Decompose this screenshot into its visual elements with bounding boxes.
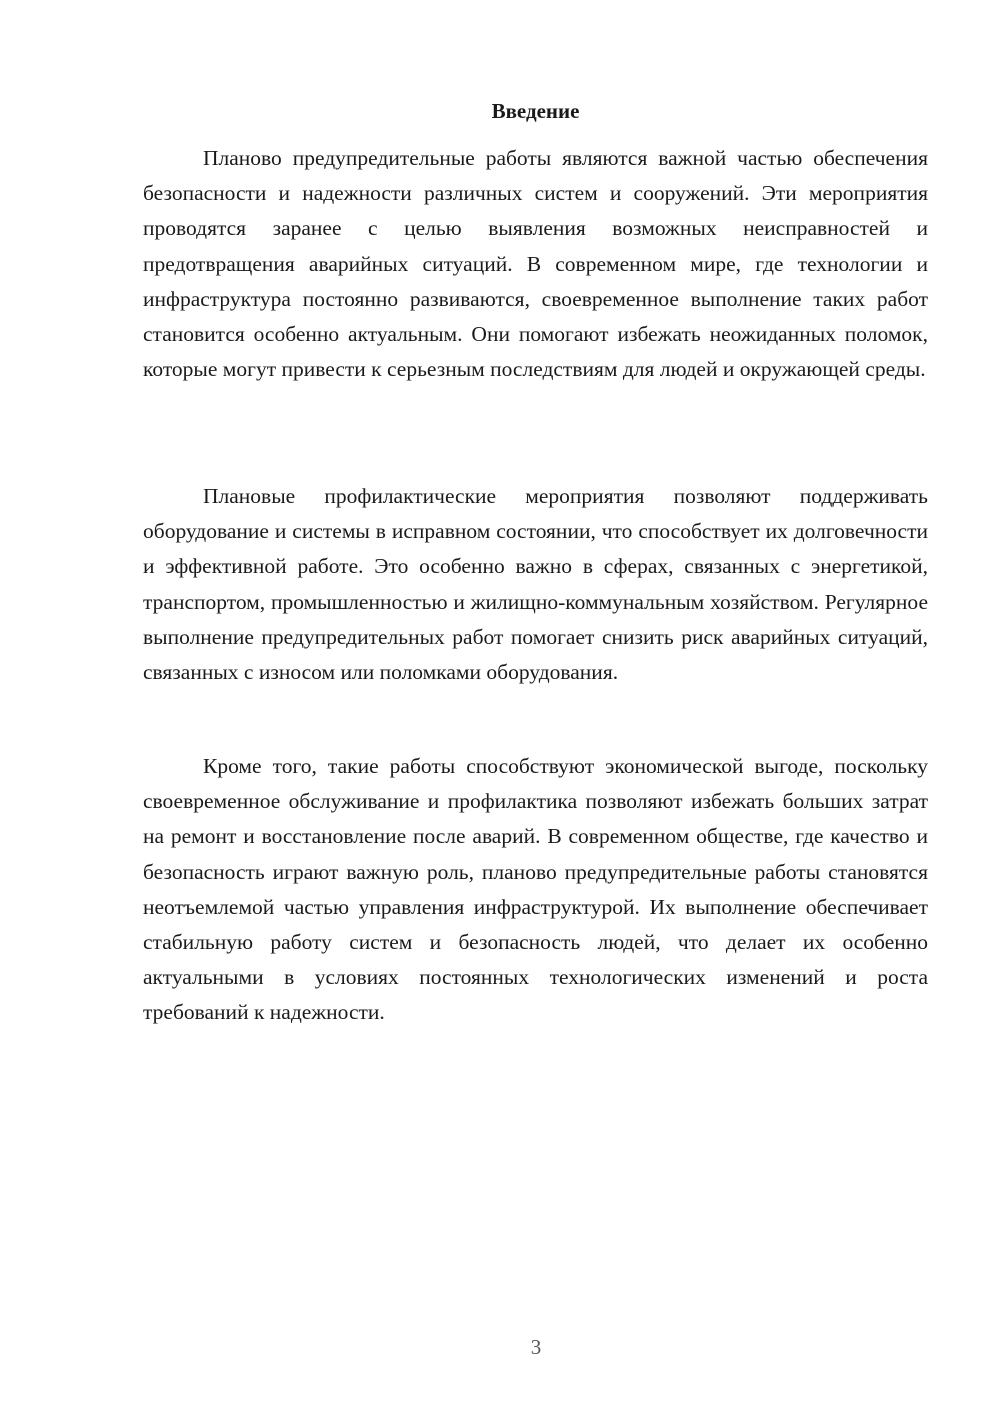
section-heading: Введение: [491, 99, 580, 123]
paragraph-1: Планово предупредительные работы являются важной частью обеспечения безопасности и надежности различных систем и сооружений. Эти мероприятия проводятся заранее с целью выявления возможных неисправностей и предотвращения аварийных ситуаций. В современном мире, где технологии и инфраструктура постоянно развиваются, своевременное выполнение таких работ становится особенно актуальным. Они помогают избежать неожиданных поломок, которые могут привести к серьезным последствиям для людей и окружающей среды.: [143, 146, 928, 382]
paragraph-3: Кроме того, такие работы способствуют экономической выгоде, поскольку своевременное обслуживание и профилактика позволяют избежать больших затрат на ремонт и восстановление после аварий. В современном обществе, где качество и безопасность играют важную роль, планово предупредительные работы становятся неотъемлемой частью управления инфраструктурой. Их выполнение обеспечивает стабильную работу систем и безопасность людей, что делает их особенно актуальными в условиях постоянных технологических изменений и роста требований к надежности.: [143, 754, 928, 1025]
paragraph-2: Плановые профилактические мероприятия позволяют поддерживать оборудование и системы в исправном состоянии, что способствует их долговечности и эффективной работе. Это особенно важно в сферах, связанных с энергетикой, транспортом, промышленностью и жилищно-коммунальным хозяйством. Регулярное выполнение предупредительных работ помогает снизить риск аварийных ситуаций, связанных с износом или поломками оборудования.: [143, 484, 928, 685]
page-number: 3: [530, 1335, 542, 1359]
